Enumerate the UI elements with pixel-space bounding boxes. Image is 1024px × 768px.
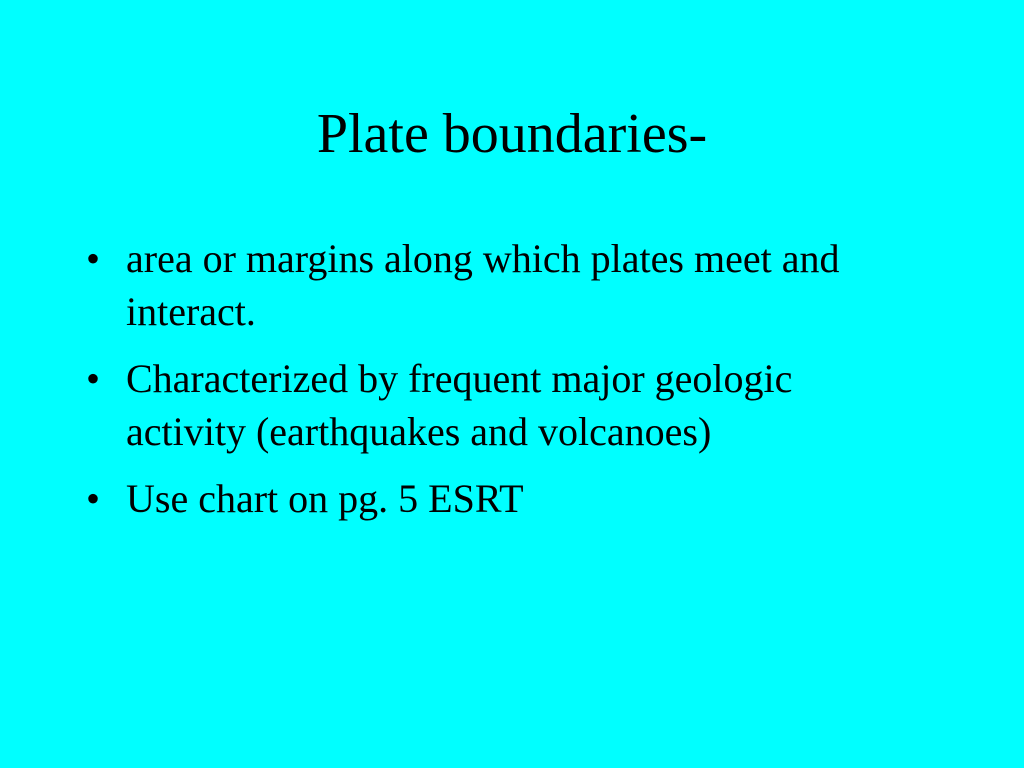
slide-title: Plate boundaries- (316, 103, 708, 165)
bullet-text: Use chart on pg. 5 ESRT (126, 476, 524, 521)
bullet-item (84, 472, 904, 525)
bullet-text: area or margins along which plates meet and interact. (126, 236, 840, 334)
bullet-item (84, 232, 904, 338)
bullet-dot-icon: • (86, 236, 101, 281)
bullet-item (84, 352, 904, 458)
bullet-dot-icon: • (86, 356, 101, 401)
bullet-dot-icon: • (86, 476, 101, 521)
bullet-list (84, 232, 904, 539)
bullet-text: Characterized by frequent major geologic activity (earthquakes and volcanoes) (126, 356, 793, 454)
